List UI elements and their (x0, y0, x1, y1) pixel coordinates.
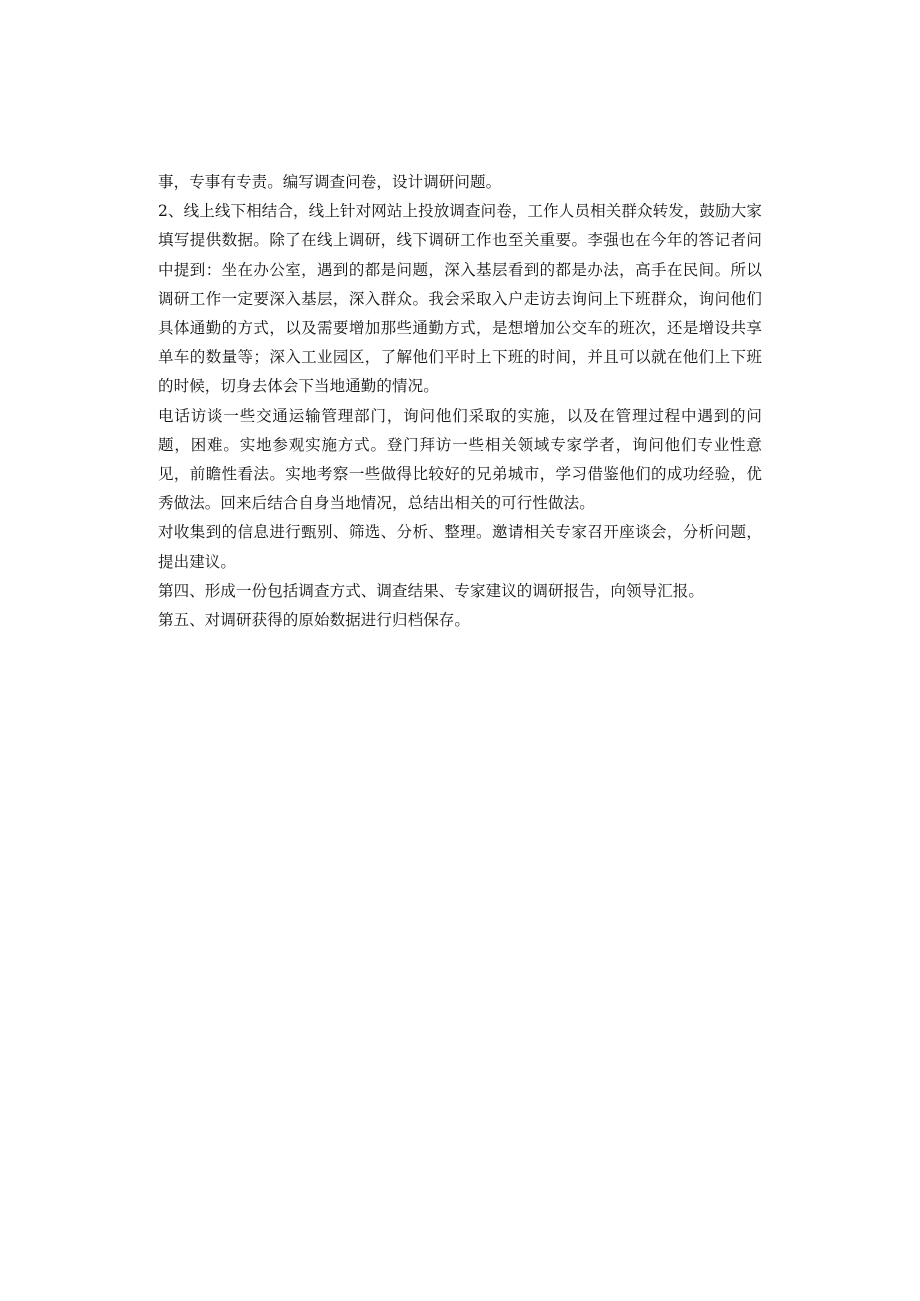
paragraph-online-offline: 2、线上线下相结合，线上针对网站上投放调查问卷，工作人员相关群众转发，鼓励大家填写提供数据。除了在线上调研，线下调研工作也至关重要。李强也在今年的答记者问中提到：坐在办公室，遇到的都是问题，深入基层看到的都是办法，高手在民间。所以调研工作一定要深入基层，深入群众。我会采取入户走访去询问上下班群众，询问他们具体通勤的方式，以及需要增加那些通勤方式，是想增加公交车的班次，还是增设共享单车的数量等；深入工业园区，了解他们平时上下班的时间，并且可以就在他们上下班的时候，切身去体会下当地通勤的情况。 (158, 202, 762, 396)
paragraph-step-five: 第五、对调研获得的原始数据进行归档保存。 (158, 611, 471, 630)
paragraph-information-processing: 对收集到的信息进行甄别、筛选、分析、整理。邀请相关专家召开座谈会，分析问题，提出建议。 (158, 523, 762, 571)
paragraph-step-four: 第四、形成一份包括调查方式、调查结果、专家建议的调研报告，向领导汇报。 (158, 581, 705, 600)
paragraph-phone-interview: 电话访谈一些交通运输管理部门，询问他们采取的实施，以及在管理过程中遇到的问题，困难。实地参观实施方式。登门拜访一些相关领域专家学者，询问他们专业性意见，前瞻性看法。实地考察一些做得比较好的兄弟城市，学习借鉴他们的成功经验，优秀做法。回来后结合自身当地情况，总结出相关的可行性做法。 (158, 406, 762, 513)
document-body (158, 168, 762, 635)
paragraph-continuation: 事，专事有专责。编写调查问卷，设计调研问题。 (158, 173, 502, 191)
